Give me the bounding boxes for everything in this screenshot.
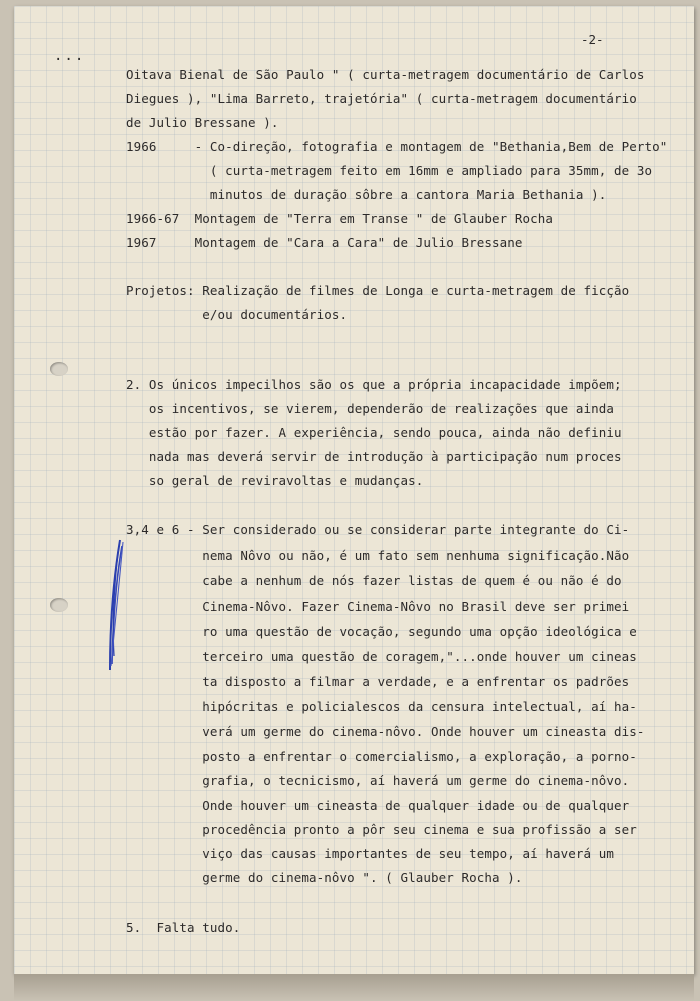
text-line: 3,4 e 6 - Ser considerado ou se considerar parte integrante do Ci- [126, 522, 630, 537]
text-line: viço das causas importantes de seu tempo, aí haverá um [126, 846, 615, 861]
text-line: germe do cinema-nôvo ". ( Glauber Rocha ). [126, 870, 523, 885]
blue-pen-mark [102, 536, 128, 676]
text-line: 2. Os únicos impecilhos são os que a própria incapacidade impõem; [126, 377, 622, 392]
text-line: Cinema-Nôvo. Fazer Cinema-Nôvo no Brasil deve ser primei [126, 599, 630, 614]
text-line: verá um germe do cinema-nôvo. Onde houver um cineasta dis- [126, 724, 645, 739]
page-dots: ... [54, 48, 86, 64]
text-line: estão por fazer. A experiência, sendo pouca, ainda não definiu [126, 425, 622, 440]
text-line: 5. Falta tudo. [126, 920, 241, 935]
text-line: 1966-67 Montagem de "Terra em Transe " de Glauber Rocha [126, 211, 554, 226]
text-line: ta disposto a filmar a verdade, e a enfrentar os padrões [126, 674, 630, 689]
text-line: 1967 Montagem de "Cara a Cara" de Julio Bressane [126, 235, 523, 250]
punch-hole-top [50, 362, 68, 376]
text-line: nada mas deverá servir de introdução à participação num proces [126, 449, 622, 464]
page-shadow [14, 974, 694, 1001]
text-line: terceiro uma questão de coragem,"...onde houver um cineas [126, 649, 637, 664]
text-line: minutos de duração sôbre a cantora Maria Bethania ). [126, 187, 607, 202]
text-line: ro uma questão de vocação, segundo uma opção ideológica e [126, 624, 637, 639]
punch-hole-bottom [50, 598, 68, 612]
text-line: cabe a nenhum de nós fazer listas de quem é ou não é do [126, 573, 622, 588]
text-line: Oitava Bienal de São Paulo " ( curta-metragem documentário de Carlos [126, 67, 645, 82]
text-body [126, 6, 686, 974]
text-line: grafia, o tecnicismo, aí haverá um germe do cinema-nôvo. [126, 773, 630, 788]
text-line: hipócritas e policialescos da censura intelectual, aí ha- [126, 699, 637, 714]
text-line: ( curta-metragem feito em 16mm e ampliado para 35mm, de 3o [126, 163, 653, 178]
text-line: Onde houver um cineasta de qualquer idade ou de qualquer [126, 798, 630, 813]
text-line: 1966 - Co-direção, fotografia e montagem de "Bethania,Bem de Perto" [126, 139, 668, 154]
text-line: de Julio Bressane ). [126, 115, 279, 130]
text-line: Diegues ), "Lima Barreto, trajetória" ( curta-metragem documentário [126, 91, 637, 106]
text-line: posto a enfrentar o comercialismo, a exploração, a porno- [126, 749, 637, 764]
document-page [14, 6, 694, 974]
page-number: -2- [581, 32, 604, 47]
text-line: so geral de reviravoltas e mudanças. [126, 473, 424, 488]
text-line: procedência pronto a pôr seu cinema e sua profissão a ser [126, 822, 637, 837]
text-line: e/ou documentários. [126, 307, 348, 322]
text-line: nema Nôvo ou não, é um fato sem nenhuma significação.Não [126, 548, 630, 563]
text-line: os incentivos, se vierem, dependerão de realizações que ainda [126, 401, 615, 416]
text-line: Projetos: Realização de filmes de Longa e curta-metragem de ficção [126, 283, 630, 298]
